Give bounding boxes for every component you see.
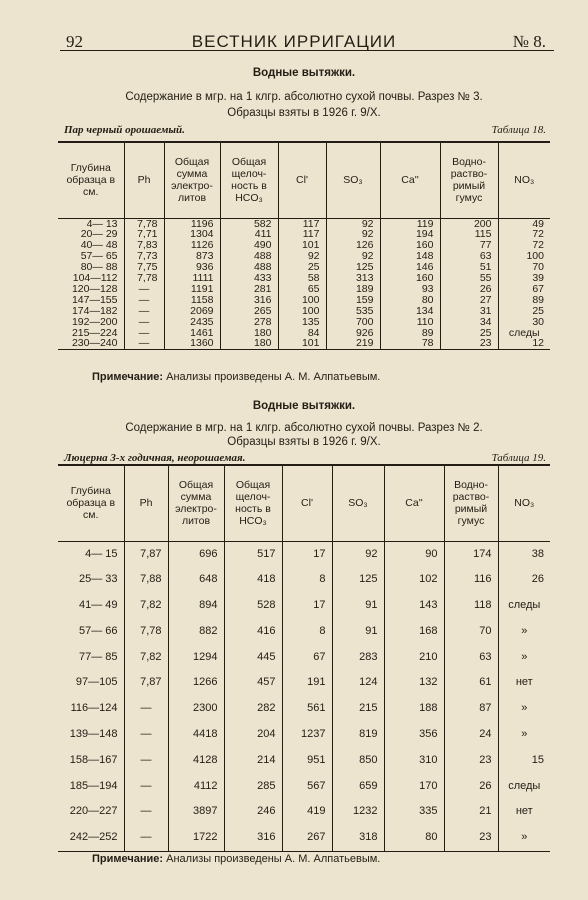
value-cell: 101 — [278, 240, 326, 251]
value-cell: 89 — [380, 328, 440, 339]
value-cell: 17 — [282, 541, 332, 567]
value-cell: » — [498, 619, 550, 645]
value-cell: 87 — [444, 696, 498, 722]
value-cell: 281 — [220, 284, 278, 295]
value-cell: 134 — [380, 306, 440, 317]
depth-cell: 41— 49 — [58, 593, 124, 619]
value-cell: 936 — [164, 262, 220, 273]
depth-cell: 220—227 — [58, 799, 124, 825]
value-cell: 1722 — [168, 825, 224, 851]
value-cell: 125 — [332, 567, 384, 593]
value-cell: 7,82 — [124, 645, 168, 671]
value-cell: 126 — [326, 240, 380, 251]
value-cell: нет — [498, 670, 550, 696]
value-cell: 91 — [332, 619, 384, 645]
value-cell: 174 — [444, 541, 498, 567]
depth-cell: 25— 33 — [58, 567, 124, 593]
value-cell: 26 — [444, 774, 498, 800]
value-cell: 926 — [326, 328, 380, 339]
value-cell: 84 — [278, 328, 326, 339]
depth-cell: 242—252 — [58, 825, 124, 851]
value-cell: » — [498, 696, 550, 722]
value-cell: 63 — [440, 251, 498, 262]
value-cell: 696 — [168, 541, 224, 567]
value-cell: 17 — [282, 593, 332, 619]
value-cell: 143 — [384, 593, 444, 619]
value-cell: 25 — [278, 262, 326, 273]
value-cell: 148 — [380, 251, 440, 262]
value-cell: 316 — [224, 825, 282, 851]
section1-note — [92, 371, 380, 383]
depth-cell: 80— 88 — [58, 262, 124, 273]
table-row — [58, 696, 550, 722]
value-cell: 1237 — [282, 722, 332, 748]
table18-number: Таблица 18. — [491, 124, 546, 136]
value-cell: — — [124, 306, 164, 317]
value-cell: 26 — [498, 567, 550, 593]
column-header: Ph — [124, 142, 164, 218]
value-cell: 318 — [332, 825, 384, 851]
table-row — [58, 541, 550, 567]
value-cell: 23 — [440, 338, 498, 349]
value-cell: 1126 — [164, 240, 220, 251]
value-cell: следы — [498, 593, 550, 619]
value-cell: 7,87 — [124, 541, 168, 567]
section1-subtitle2: Образцы взяты в 1926 г. 9/X. — [227, 107, 381, 119]
column-header: SO₃ — [332, 465, 384, 541]
value-cell: 7,73 — [124, 251, 164, 262]
table-row — [58, 619, 550, 645]
value-cell: 8 — [282, 567, 332, 593]
value-cell: — — [124, 317, 164, 328]
value-cell: 285 — [224, 774, 282, 800]
value-cell: — — [124, 748, 168, 774]
value-cell: 582 — [220, 218, 278, 229]
table-row — [58, 748, 550, 774]
value-cell: 4418 — [168, 722, 224, 748]
column-header: Ph — [124, 465, 168, 541]
value-cell: 850 — [332, 748, 384, 774]
value-cell: 92 — [326, 218, 380, 229]
value-cell: 214 — [224, 748, 282, 774]
value-cell: 7,71 — [124, 229, 164, 240]
value-cell: 21 — [444, 799, 498, 825]
value-cell: 132 — [384, 670, 444, 696]
section2-note — [92, 853, 380, 865]
section1-note-text: Анализы произведены А. М. Алпатьевым. — [166, 371, 381, 383]
value-cell: 117 — [278, 218, 326, 229]
value-cell: » — [498, 722, 550, 748]
value-cell: 49 — [498, 218, 550, 229]
value-cell: 51 — [440, 262, 498, 273]
table18-caption-left: Пар черный орошаемый. — [64, 124, 185, 136]
value-cell: 457 — [224, 670, 282, 696]
table19-header-row — [58, 465, 550, 541]
depth-cell: 215—224 — [58, 328, 124, 339]
value-cell: 219 — [326, 338, 380, 349]
value-cell: нет — [498, 799, 550, 825]
section2-note-text: Анализы произведены А. М. Алпатьевым. — [166, 853, 381, 865]
table-row — [58, 567, 550, 593]
table18-body — [58, 218, 550, 350]
value-cell: 72 — [498, 240, 550, 251]
section1-subtitle: Содержание в мгр. на 1 клгр. абсолютно сухой почвы. Разрез № 3. — [125, 91, 483, 103]
value-cell: 91 — [332, 593, 384, 619]
value-cell: 119 — [380, 218, 440, 229]
value-cell: 283 — [332, 645, 384, 671]
value-cell: 189 — [326, 284, 380, 295]
issue-number: № 8. — [512, 32, 546, 51]
value-cell: 146 — [380, 262, 440, 273]
value-cell: 1191 — [164, 284, 220, 295]
column-header: NO₃ — [498, 142, 550, 218]
value-cell: 7,83 — [124, 240, 164, 251]
column-header: Общая сумма электро- литов — [168, 465, 224, 541]
value-cell: 34 — [440, 317, 498, 328]
depth-cell: 104—112 — [58, 273, 124, 284]
table-row — [58, 799, 550, 825]
value-cell: 92 — [278, 251, 326, 262]
table-18 — [58, 141, 550, 350]
value-cell: 316 — [220, 295, 278, 306]
value-cell: 517 — [224, 541, 282, 567]
section2-subtitle2: Образцы взяты в 1926 г. 9/X. — [227, 436, 381, 448]
column-header: Ca'' — [384, 465, 444, 541]
value-cell: 894 — [168, 593, 224, 619]
value-cell: 210 — [384, 645, 444, 671]
value-cell: 7,78 — [124, 218, 164, 229]
value-cell: 102 — [384, 567, 444, 593]
value-cell: 30 — [498, 317, 550, 328]
value-cell: 61 — [444, 670, 498, 696]
value-cell: 1461 — [164, 328, 220, 339]
value-cell: 1266 — [168, 670, 224, 696]
value-cell: 1158 — [164, 295, 220, 306]
value-cell: 7,88 — [124, 567, 168, 593]
value-cell: 2069 — [164, 306, 220, 317]
value-cell: — — [124, 825, 168, 851]
value-cell: 135 — [278, 317, 326, 328]
value-cell: 125 — [326, 262, 380, 273]
value-cell: 4112 — [168, 774, 224, 800]
value-cell: 100 — [278, 295, 326, 306]
value-cell: 78 — [380, 338, 440, 349]
value-cell: 2300 — [168, 696, 224, 722]
value-cell: 7,82 — [124, 593, 168, 619]
value-cell: 2435 — [164, 317, 220, 328]
value-cell: 180 — [220, 338, 278, 349]
value-cell: 90 — [384, 541, 444, 567]
value-cell: 951 — [282, 748, 332, 774]
table19-caption-left: Люцерна 3-х годичная, неорошаемая. — [64, 452, 246, 464]
value-cell: 118 — [444, 593, 498, 619]
value-cell: — — [124, 722, 168, 748]
depth-cell: 40— 48 — [58, 240, 124, 251]
value-cell: 3897 — [168, 799, 224, 825]
value-cell: 561 — [282, 696, 332, 722]
value-cell: 63 — [444, 645, 498, 671]
value-cell: 23 — [444, 825, 498, 851]
value-cell: следы — [498, 774, 550, 800]
value-cell: 67 — [498, 284, 550, 295]
column-header: Водно- раство- римый гумус — [444, 465, 498, 541]
value-cell: 23 — [444, 748, 498, 774]
value-cell: 7,78 — [124, 273, 164, 284]
value-cell: 1196 — [164, 218, 220, 229]
value-cell: 12 — [498, 338, 550, 349]
depth-cell: 20— 29 — [58, 229, 124, 240]
column-header: Cl' — [278, 142, 326, 218]
table-row — [58, 251, 550, 262]
table19-body — [58, 541, 550, 852]
value-cell: 659 — [332, 774, 384, 800]
value-cell: — — [124, 328, 164, 339]
value-cell: 67 — [282, 645, 332, 671]
table-row — [58, 317, 550, 328]
depth-cell: 158—167 — [58, 748, 124, 774]
value-cell: 194 — [380, 229, 440, 240]
value-cell: 72 — [498, 229, 550, 240]
value-cell: 160 — [380, 240, 440, 251]
value-cell: 265 — [220, 306, 278, 317]
value-cell: 488 — [220, 251, 278, 262]
value-cell: 490 — [220, 240, 278, 251]
value-cell: 8 — [282, 619, 332, 645]
value-cell: 93 — [380, 284, 440, 295]
depth-cell: 192—200 — [58, 317, 124, 328]
value-cell: — — [124, 696, 168, 722]
column-header: Cl' — [282, 465, 332, 541]
section2-title: Водные вытяжки. — [252, 400, 356, 412]
value-cell: — — [124, 284, 164, 295]
value-cell: 335 — [384, 799, 444, 825]
value-cell: 101 — [278, 338, 326, 349]
value-cell: 58 — [278, 273, 326, 284]
value-cell: 873 — [164, 251, 220, 262]
depth-cell: 97—105 — [58, 670, 124, 696]
value-cell: 310 — [384, 748, 444, 774]
value-cell: 567 — [282, 774, 332, 800]
value-cell: 92 — [332, 541, 384, 567]
table-19 — [58, 464, 550, 852]
value-cell: 313 — [326, 273, 380, 284]
value-cell: 25 — [498, 306, 550, 317]
value-cell: 700 — [326, 317, 380, 328]
depth-cell: 120—128 — [58, 284, 124, 295]
value-cell: 1304 — [164, 229, 220, 240]
value-cell: — — [124, 338, 164, 349]
column-header: NO₃ — [498, 465, 550, 541]
value-cell: 7,75 — [124, 262, 164, 273]
value-cell: 535 — [326, 306, 380, 317]
depth-cell: 57— 65 — [58, 251, 124, 262]
header-rule — [60, 50, 554, 51]
value-cell: 124 — [332, 670, 384, 696]
value-cell: » — [498, 645, 550, 671]
value-cell: 38 — [498, 541, 550, 567]
value-cell: 24 — [444, 722, 498, 748]
value-cell: 70 — [444, 619, 498, 645]
value-cell: 188 — [384, 696, 444, 722]
depth-cell: 230—240 — [58, 338, 124, 349]
table-row — [58, 262, 550, 273]
value-cell: — — [124, 799, 168, 825]
table-row — [58, 273, 550, 284]
value-cell: 648 — [168, 567, 224, 593]
value-cell: 1360 — [164, 338, 220, 349]
table-row — [58, 338, 550, 349]
value-cell: 31 — [440, 306, 498, 317]
value-cell: 7,87 — [124, 670, 168, 696]
value-cell: 882 — [168, 619, 224, 645]
depth-cell: 139—148 — [58, 722, 124, 748]
value-cell: 89 — [498, 295, 550, 306]
column-header: Общая щелоч- ность в HCO₃ — [224, 465, 282, 541]
value-cell: 92 — [326, 251, 380, 262]
value-cell: 26 — [440, 284, 498, 295]
value-cell: 117 — [278, 229, 326, 240]
value-cell: 215 — [332, 696, 384, 722]
value-cell: 819 — [332, 722, 384, 748]
value-cell: следы — [498, 328, 550, 339]
depth-cell: 116—124 — [58, 696, 124, 722]
value-cell: 65 — [278, 284, 326, 295]
value-cell: 15 — [498, 748, 550, 774]
value-cell: 356 — [384, 722, 444, 748]
column-header: Водно- раство- римый гумус — [440, 142, 498, 218]
value-cell: 110 — [380, 317, 440, 328]
value-cell: 25 — [440, 328, 498, 339]
value-cell: 416 — [224, 619, 282, 645]
column-header: Общая щелоч- ность в HCO₃ — [220, 142, 278, 218]
value-cell: 204 — [224, 722, 282, 748]
section1-note-label: Примечание: — [92, 371, 164, 383]
value-cell: 77 — [440, 240, 498, 251]
value-cell: 170 — [384, 774, 444, 800]
value-cell: 1232 — [332, 799, 384, 825]
value-cell: 27 — [440, 295, 498, 306]
section2-note-label: Примечание: — [92, 853, 164, 865]
value-cell: 191 — [282, 670, 332, 696]
page-number: 92 — [66, 32, 83, 51]
depth-cell: 185—194 — [58, 774, 124, 800]
value-cell: 80 — [384, 825, 444, 851]
depth-cell: 4— 13 — [58, 218, 124, 229]
table-row — [58, 722, 550, 748]
table19-number: Таблица 19. — [491, 452, 546, 464]
table-row — [58, 593, 550, 619]
value-cell: 445 — [224, 645, 282, 671]
column-header: Ca'' — [380, 142, 440, 218]
table-row — [58, 670, 550, 696]
value-cell: 488 — [220, 262, 278, 273]
value-cell: 100 — [498, 251, 550, 262]
value-cell: 55 — [440, 273, 498, 284]
journal-title: ВЕСТНИК ИРРИГАЦИИ — [191, 32, 397, 51]
value-cell: 100 — [278, 306, 326, 317]
value-cell: 246 — [224, 799, 282, 825]
value-cell: 160 — [380, 273, 440, 284]
column-header: Глубина образца в см. — [58, 142, 124, 218]
depth-cell: 174—182 — [58, 306, 124, 317]
value-cell: 116 — [444, 567, 498, 593]
section1-title: Водные вытяжки. — [252, 67, 356, 79]
column-header: SO₃ — [326, 142, 380, 218]
value-cell: 115 — [440, 229, 498, 240]
value-cell: 282 — [224, 696, 282, 722]
depth-cell: 4— 15 — [58, 541, 124, 567]
value-cell: 528 — [224, 593, 282, 619]
value-cell: 278 — [220, 317, 278, 328]
value-cell: 180 — [220, 328, 278, 339]
value-cell: 1111 — [164, 273, 220, 284]
table18-header-row — [58, 142, 550, 218]
value-cell: 80 — [380, 295, 440, 306]
value-cell: 1294 — [168, 645, 224, 671]
value-cell: 92 — [326, 229, 380, 240]
value-cell: 433 — [220, 273, 278, 284]
value-cell: 200 — [440, 218, 498, 229]
value-cell: » — [498, 825, 550, 851]
value-cell: 39 — [498, 273, 550, 284]
value-cell: 159 — [326, 295, 380, 306]
value-cell: 411 — [220, 229, 278, 240]
table-row — [58, 240, 550, 251]
value-cell: 419 — [282, 799, 332, 825]
column-header: Общая сумма электро- литов — [164, 142, 220, 218]
value-cell: 168 — [384, 619, 444, 645]
table-row — [58, 825, 550, 851]
depth-cell: 77— 85 — [58, 645, 124, 671]
table-row — [58, 774, 550, 800]
column-header: Глубина образца в см. — [58, 465, 124, 541]
value-cell: 418 — [224, 567, 282, 593]
depth-cell: 147—155 — [58, 295, 124, 306]
section2-subtitle: Содержание в мгр. на 1 клгр. абсолютно сухой почвы. Разрез № 2. — [125, 422, 483, 434]
value-cell: — — [124, 295, 164, 306]
value-cell: 7,78 — [124, 619, 168, 645]
value-cell: — — [124, 774, 168, 800]
table-row — [58, 645, 550, 671]
value-cell: 4128 — [168, 748, 224, 774]
value-cell: 70 — [498, 262, 550, 273]
value-cell: 267 — [282, 825, 332, 851]
depth-cell: 57— 66 — [58, 619, 124, 645]
running-head — [0, 32, 588, 52]
